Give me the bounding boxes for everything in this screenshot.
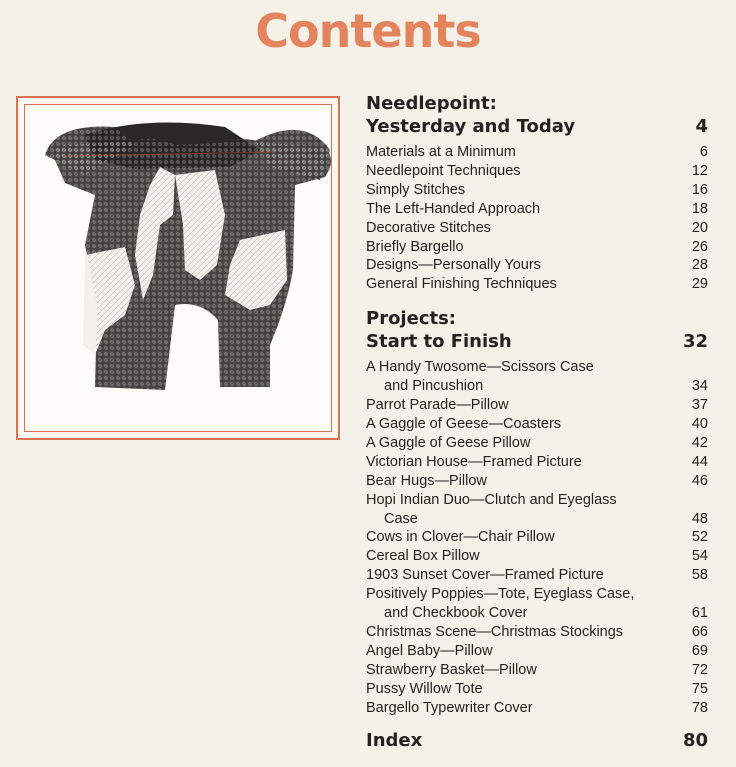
needlepoint-cow-h-icon xyxy=(25,105,335,435)
section-heading-title xyxy=(366,307,683,353)
entry-title xyxy=(366,472,672,491)
entry-page-number: 18 xyxy=(691,200,708,217)
entry-page-number: 69 xyxy=(691,642,708,659)
list-item xyxy=(366,162,708,181)
list-item xyxy=(366,256,708,275)
entry-title xyxy=(366,415,672,434)
list-item xyxy=(366,200,708,219)
entry-title-line: Case xyxy=(384,510,418,527)
entry-title xyxy=(366,162,672,181)
section-heading-title xyxy=(366,729,683,752)
entry-title-line: Materials at a Minimum xyxy=(366,144,516,160)
entry-title xyxy=(366,680,672,699)
entry-page-number: 61 xyxy=(691,605,708,622)
entry-title xyxy=(366,528,672,547)
list-item xyxy=(366,396,708,415)
entry-page-number: 6 xyxy=(699,144,708,160)
entry-title-line: Simply Stitches xyxy=(366,181,466,198)
list-item xyxy=(366,699,708,718)
page-title: Contents xyxy=(255,4,481,58)
entry-page-number: 29 xyxy=(691,276,708,293)
entry-list xyxy=(366,143,708,294)
toc-section xyxy=(366,729,708,752)
entry-title xyxy=(366,200,672,219)
entry-title xyxy=(366,566,672,585)
entry-page-number: 28 xyxy=(691,257,708,274)
list-item xyxy=(366,585,708,623)
entry-page-number: 12 xyxy=(691,162,708,179)
entry-title-line: Cereal Box Pillow xyxy=(366,548,480,565)
entry-title xyxy=(366,585,672,623)
list-item xyxy=(366,238,708,257)
entry-page-number: 37 xyxy=(691,397,708,414)
entry-page-number: 52 xyxy=(691,529,708,546)
toc-section xyxy=(366,92,708,294)
entry-title xyxy=(366,396,672,415)
section-heading xyxy=(366,307,708,353)
section-heading xyxy=(366,92,708,138)
table-of-contents xyxy=(366,92,708,752)
entry-page-number: 54 xyxy=(691,548,708,565)
entry-title xyxy=(366,358,672,396)
entry-title xyxy=(366,143,672,162)
entry-page-number: 44 xyxy=(691,453,708,470)
section-heading xyxy=(366,729,708,752)
section-page-number: 4 xyxy=(695,116,708,137)
entry-page-number: 16 xyxy=(691,181,708,198)
list-item xyxy=(366,181,708,200)
entry-page-number: 20 xyxy=(691,219,708,236)
entry-title xyxy=(366,256,672,275)
entry-title-line: Cows in Clover—Chair Pillow xyxy=(366,529,555,546)
illustration-panel xyxy=(24,104,332,432)
entry-list xyxy=(366,358,708,717)
list-item xyxy=(366,472,708,491)
entry-title-line: Designs—Personally Yours xyxy=(366,257,541,274)
entry-title xyxy=(366,699,672,718)
entry-title xyxy=(366,491,672,529)
entry-title-line: The Left-Handed Approach xyxy=(366,200,541,217)
entry-title xyxy=(366,219,672,238)
entry-title-line: Briefly Bargello xyxy=(366,238,464,255)
entry-title-line: Pussy Willow Tote xyxy=(366,680,483,697)
list-item xyxy=(366,415,708,434)
entry-title-line: A Handy Twosome—Scissors Case xyxy=(366,359,594,376)
entry-page-number: 66 xyxy=(691,623,708,640)
entry-title-line: General Finishing Techniques xyxy=(366,276,557,293)
entry-title-line: Bargello Typewriter Cover xyxy=(366,699,533,716)
entry-title-line: Bear Hugs—Pillow xyxy=(366,472,487,489)
entry-title-line: A Gaggle of Geese Pillow xyxy=(366,434,531,451)
list-item xyxy=(366,680,708,699)
entry-title-line: and Checkbook Cover xyxy=(384,605,528,622)
entry-page-number: 48 xyxy=(691,510,708,527)
entry-title xyxy=(366,453,672,472)
entry-title-line: Angel Baby—Pillow xyxy=(366,642,493,659)
entry-page-number: 58 xyxy=(691,567,708,584)
entry-title xyxy=(366,642,672,661)
list-item xyxy=(366,642,708,661)
entry-title-line: 1903 Sunset Cover—Framed Picture xyxy=(366,567,604,584)
list-item xyxy=(366,219,708,238)
list-item xyxy=(366,566,708,585)
entry-title-line: Decorative Stitches xyxy=(366,219,491,236)
entry-page-number: 40 xyxy=(691,415,708,432)
section-heading-title xyxy=(366,92,695,138)
list-item xyxy=(366,143,708,162)
list-item xyxy=(366,275,708,294)
list-item xyxy=(366,434,708,453)
entry-title xyxy=(366,181,672,200)
list-item xyxy=(366,453,708,472)
section-heading-line: Projects: xyxy=(366,308,456,330)
entry-title xyxy=(366,661,672,680)
entry-title xyxy=(366,547,672,566)
entry-page-number: 46 xyxy=(691,472,708,489)
list-item xyxy=(366,528,708,547)
entry-title-line: Needlepoint Techniques xyxy=(366,162,521,179)
entry-title-line: Parrot Parade—Pillow xyxy=(366,397,509,414)
entry-title-line: Strawberry Basket—Pillow xyxy=(366,661,537,678)
section-heading-line: Yesterday and Today xyxy=(366,116,576,137)
section-heading-line: Needlepoint: xyxy=(366,93,497,114)
section-page-number: 80 xyxy=(682,730,708,752)
entry-title xyxy=(366,275,672,294)
list-item xyxy=(366,358,708,396)
list-item xyxy=(366,661,708,680)
entry-page-number: 34 xyxy=(691,378,708,395)
toc-section xyxy=(366,307,708,717)
entry-title-line: Positively Poppies—Tote, Eyeglass Case, xyxy=(366,586,635,603)
entry-title xyxy=(366,238,672,257)
entry-title xyxy=(366,434,672,453)
entry-title-line: A Gaggle of Geese—Coasters xyxy=(366,415,562,432)
list-item xyxy=(366,491,708,529)
entry-title xyxy=(366,623,672,642)
section-heading-line: Index xyxy=(366,730,423,752)
section-heading-line: Start to Finish xyxy=(366,331,512,353)
section-page-number: 32 xyxy=(682,331,708,353)
entry-page-number: 26 xyxy=(691,238,708,255)
entry-page-number: 78 xyxy=(691,699,708,716)
entry-page-number: 42 xyxy=(691,434,708,451)
entry-title-line: Victorian House—Framed Picture xyxy=(366,453,582,470)
list-item xyxy=(366,623,708,642)
entry-title-line: Hopi Indian Duo—Clutch and Eyeglass xyxy=(366,491,617,508)
entry-title-line: Christmas Scene—Christmas Stockings xyxy=(366,623,624,640)
illustration-frame xyxy=(16,96,340,440)
entry-title-line: and Pincushion xyxy=(384,378,484,395)
entry-page-number: 75 xyxy=(691,680,708,697)
list-item xyxy=(366,547,708,566)
entry-page-number: 72 xyxy=(691,661,708,678)
